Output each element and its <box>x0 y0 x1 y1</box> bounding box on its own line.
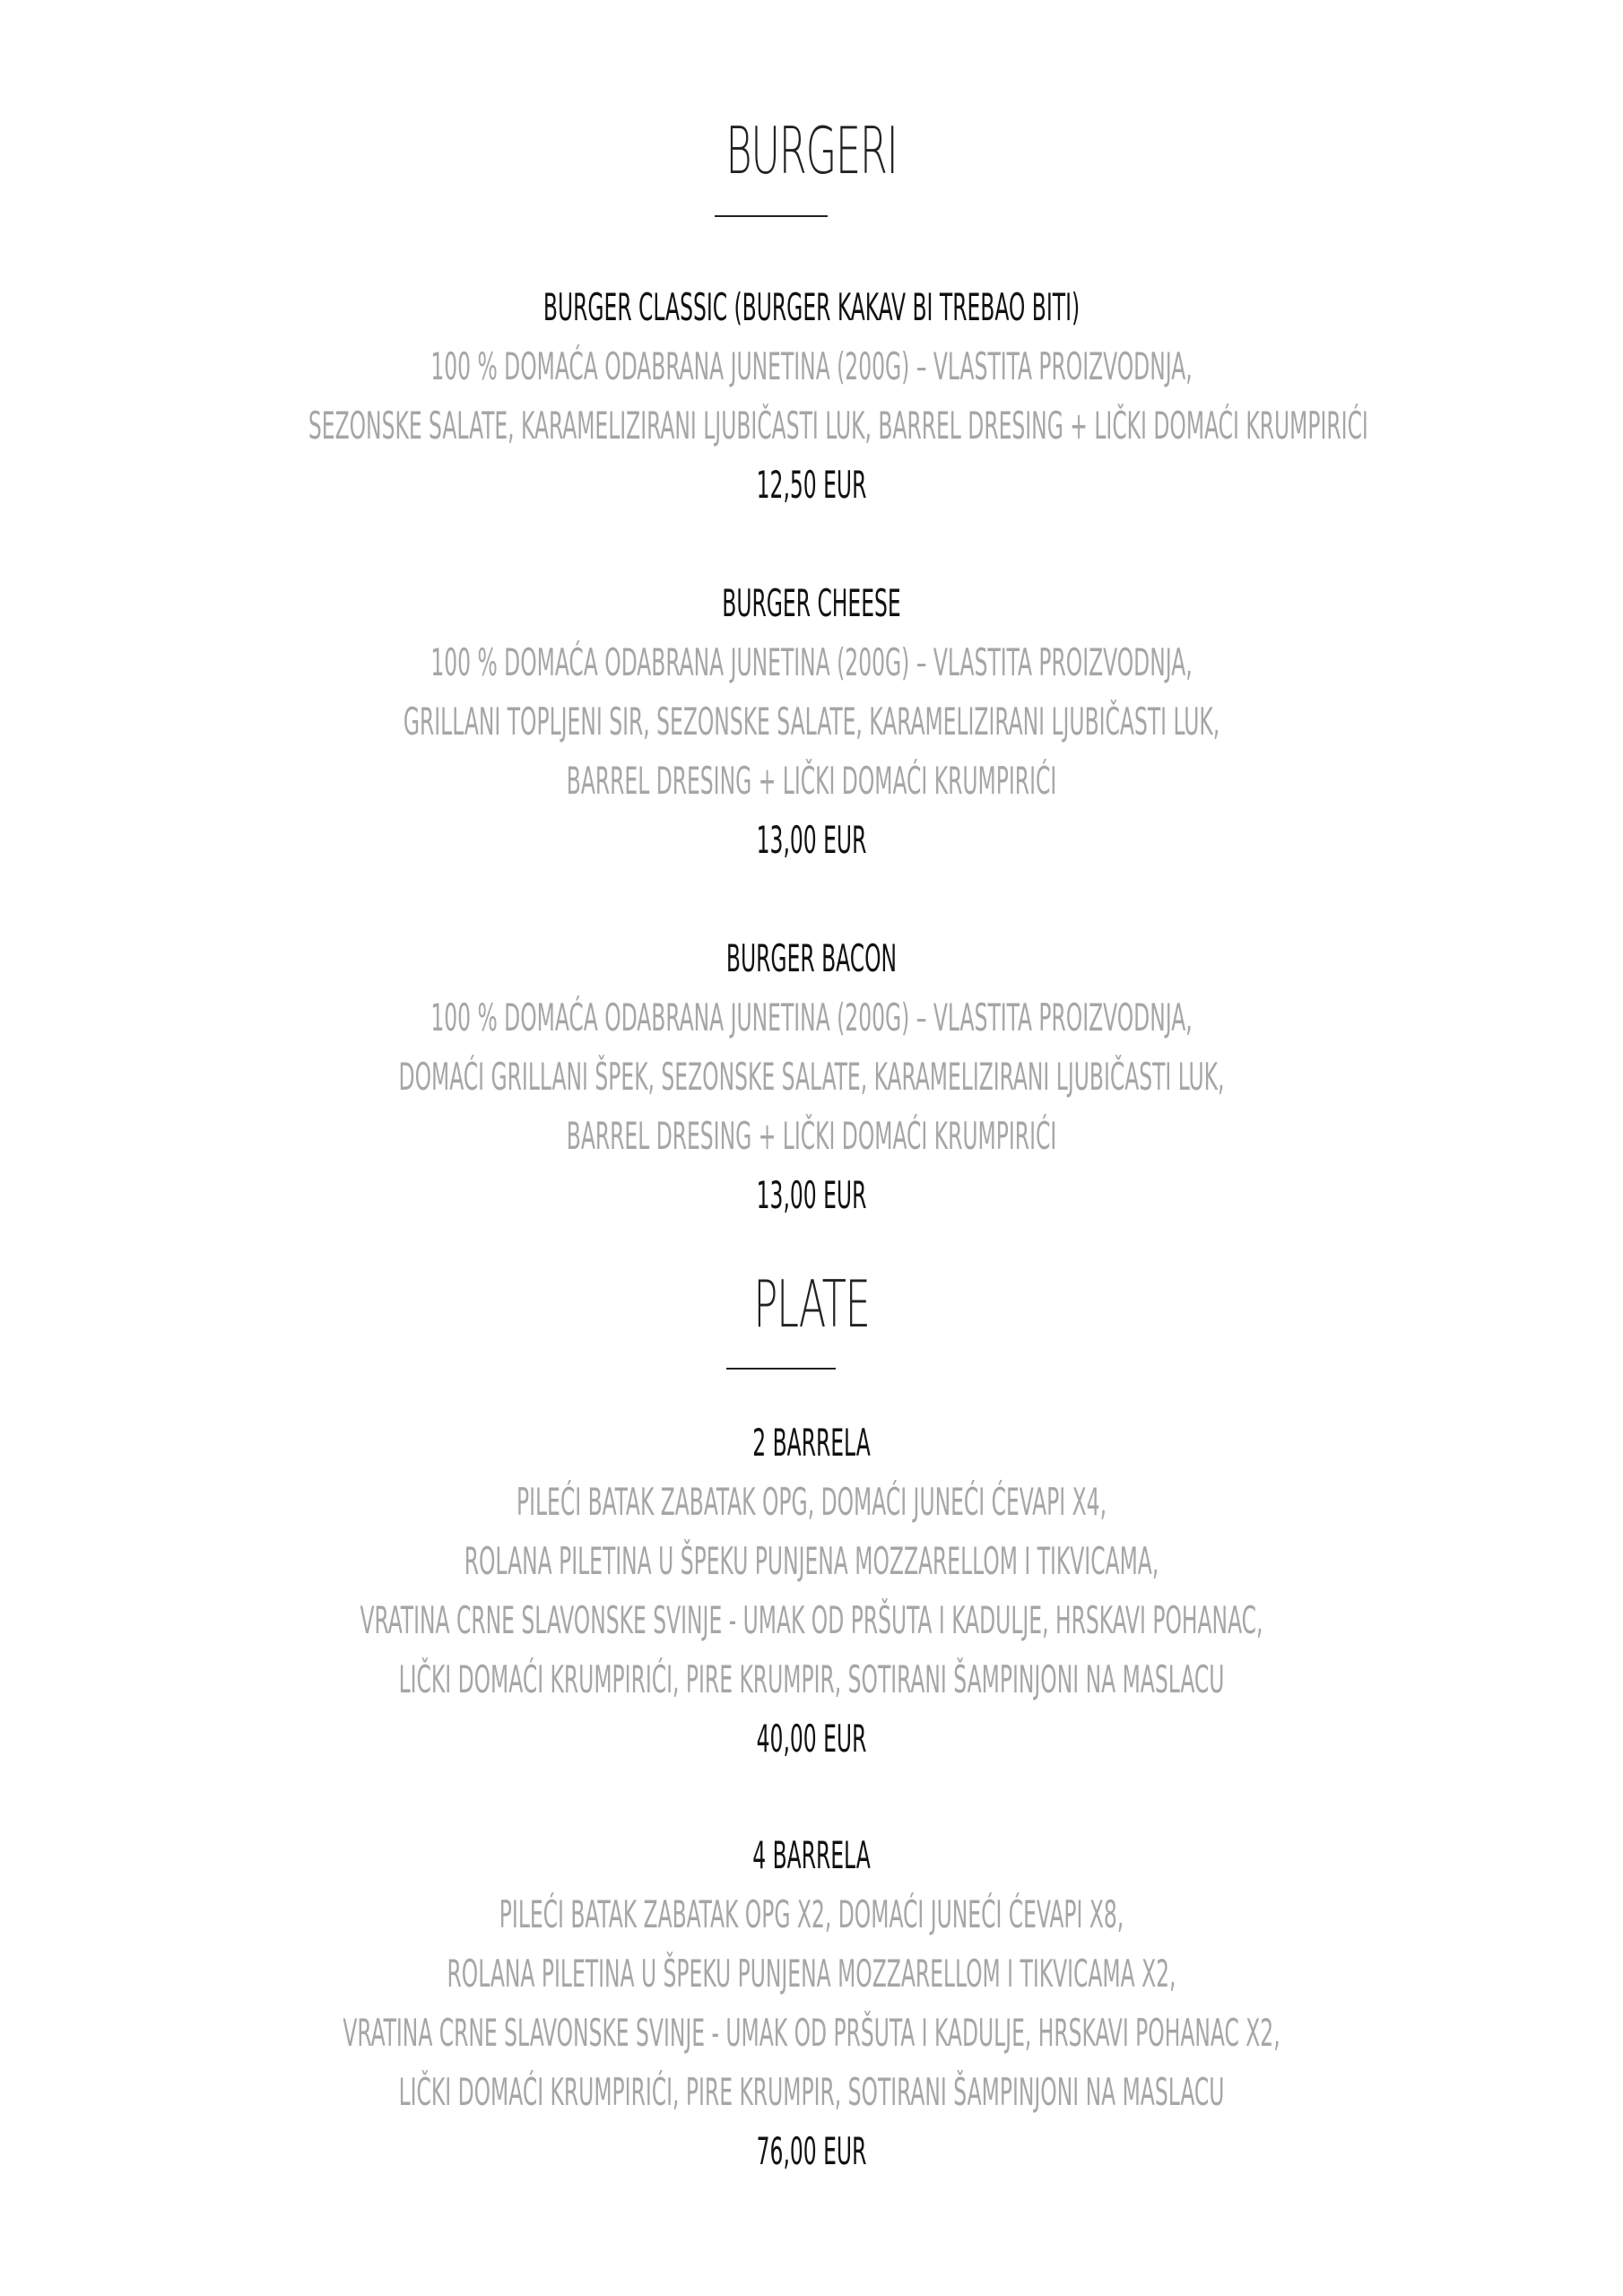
item-desc-line: VRATINA CRNE SLAVONSKE SVINJE - UMAK OD PRŠUTA I KADULJE, HRSKAVI POHANAC X2, <box>343 2011 1280 2055</box>
item-name: BURGER CLASSIC (BURGER KAKAV BI TREBAO BITI) <box>542 285 1081 329</box>
item-desc-line: DOMAĆI GRILLANI ŠPEK, SEZONSKE SALATE, KARAMELIZIRANI LJUBIČASTI LUK, <box>398 1055 1225 1099</box>
item-price: 12,50 EUR <box>756 463 867 507</box>
item-price: 40,00 EUR <box>756 1717 867 1761</box>
item-desc-line: GRILLANI TOPLJENI SIR, SEZONSKE SALATE, KARAMELIZIRANI LJUBIČASTI LUK, <box>403 700 1220 744</box>
item-desc-line: LIČKI DOMAĆI KRUMPIRIĆI, PIRE KRUMPIR, SOTIRANI ŠAMPINJONI NA MASLACU <box>398 2070 1225 2114</box>
menu-item-2-barrela <box>0 1413 1623 1769</box>
item-name: BURGER BACON <box>725 936 898 980</box>
menu-item-4-barrela <box>0 1826 1623 2181</box>
item-desc-line: BARREL DRESING + LIČKI DOMAĆI KRUMPIRIĆI <box>566 759 1057 803</box>
item-desc-line: 100 % DOMAĆA ODABRANA JUNETINA (200G) – VLASTITA PROIZVODNJA, <box>430 344 1193 388</box>
item-desc-line: 100 % DOMAĆA ODABRANA JUNETINA (200G) – VLASTITA PROIZVODNJA, <box>430 640 1193 684</box>
item-desc-line: ROLANA PILETINA U ŠPEKU PUNJENA MOZZARELLOM I TIKVICAMA X2, <box>447 1952 1176 1996</box>
item-desc-line: PILEĆI BATAK ZABATAK OPG, DOMAĆI JUNEĆI ĆEVAPI X4, <box>516 1480 1107 1524</box>
item-desc-line: ROLANA PILETINA U ŠPEKU PUNJENA MOZZARELLOM I TIKVICAMA, <box>464 1539 1159 1583</box>
item-name: 2 BARRELA <box>752 1421 871 1465</box>
item-desc-line: BARREL DRESING + LIČKI DOMAĆI KRUMPIRIĆI <box>566 1114 1057 1158</box>
section-divider-burgeri <box>715 215 828 217</box>
item-price: 13,00 EUR <box>756 1173 867 1217</box>
item-name: 4 BARRELA <box>752 1833 871 1877</box>
item-desc-line: VRATINA CRNE SLAVONSKE SVINJE - UMAK OD PRŠUTA I KADULJE, HRSKAVI POHANAC, <box>360 1598 1263 1642</box>
section-title-plate: PLATE <box>753 1266 870 1342</box>
item-desc-line: PILEĆI BATAK ZABATAK OPG X2, DOMAĆI JUNEĆI ĆEVAPI X8, <box>499 1892 1124 1936</box>
item-desc-line: LIČKI DOMAĆI KRUMPIRIĆI, PIRE KRUMPIR, SOTIRANI ŠAMPINJONI NA MASLACU <box>398 1657 1225 1701</box>
item-price: 76,00 EUR <box>756 2129 867 2173</box>
menu-item-burger-cheese <box>0 574 1623 870</box>
item-price: 13,00 EUR <box>756 818 867 862</box>
item-desc-line: SEZONSKE SALATE, KARAMELIZIRANI LJUBIČASTI LUK, BARREL DRESING + LIČKI DOMAĆI KRUMPIRIĆI <box>308 404 1368 448</box>
menu-item-burger-bacon <box>0 929 1623 1225</box>
item-name: BURGER CHEESE <box>722 581 901 625</box>
section-divider-plate <box>726 1368 836 1370</box>
section-title-burgeri: BURGERI <box>725 113 898 188</box>
menu-item-burger-classic <box>0 278 1623 515</box>
item-desc-line: 100 % DOMAĆA ODABRANA JUNETINA (200G) – VLASTITA PROIZVODNJA, <box>430 996 1193 1039</box>
